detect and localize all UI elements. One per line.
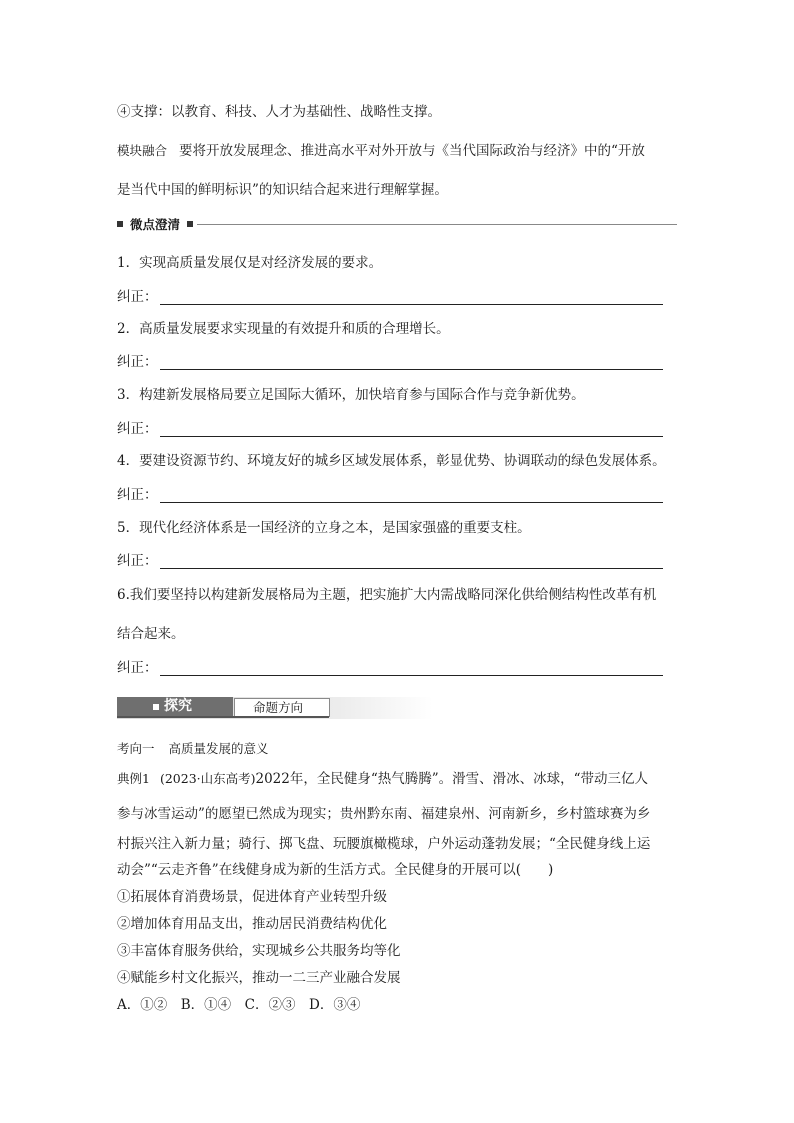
statement-2: 2．高质量发展要求实现量的有效提升和质的合理增长。 — [117, 321, 450, 337]
correction-label: 纠正： — [117, 421, 158, 437]
option-4: ④赋能乡村文化振兴，推动一二三产业融合发展 — [117, 970, 401, 986]
example-line-4: 动会”“云走齐鲁”在线健身成为新的生活方式。全民健身的开展可以( ) — [117, 862, 554, 878]
module-fusion-line-2: 是当代中国的鲜明标识”的知识结合起来进行理解掌握。 — [117, 182, 448, 198]
direction-heading — [117, 740, 269, 758]
statement-3: 3．构建新发展格局要立足国际大循环，加快培育参与国际合作与竞争新优势。 — [117, 387, 585, 403]
correction-row-1[interactable] — [117, 288, 663, 306]
correction-blank-4[interactable] — [160, 502, 663, 503]
correction-row-5[interactable] — [117, 552, 663, 570]
statement-4: 4．要建设资源节约、环境友好的城乡区域发展体系，彰显优势、协调联动的绿色发展体系。 — [117, 453, 666, 469]
correction-label: 纠正： — [117, 660, 158, 676]
statement-1: 1．实现高质量发展仅是对经济发展的要求。 — [117, 255, 383, 271]
example-source: (2023·山东高考) — [159, 771, 256, 786]
direction-title: 高质量发展的意义 — [168, 741, 269, 756]
option-3: ③丰富体育服务供给，实现城乡公共服务均等化 — [117, 943, 401, 959]
square-bullet-icon — [187, 221, 193, 227]
answer-choices: A．①② B．①④ C．②③ D．③④ — [117, 997, 361, 1013]
heading-divider — [197, 224, 677, 225]
banner-main-tab — [117, 697, 233, 716]
correction-blank-3[interactable] — [160, 436, 663, 437]
correction-row-3[interactable] — [117, 420, 663, 438]
statement-6-line-1: 6.我们要坚持以构建新发展格局为主题，把实施扩大内需战略同深化供给侧结构性改革有机 — [117, 587, 657, 603]
module-fusion-label: 模块融合 — [117, 143, 168, 158]
banner-sub-label: 命题方向 — [253, 700, 304, 715]
intro-point-4: ④支撑：以教育、科技、人才为基础性、战略性支撑。 — [117, 104, 441, 120]
correction-label: 纠正： — [117, 289, 158, 305]
example-line-1 — [117, 770, 648, 788]
section-banner — [117, 697, 433, 721]
correction-row-6[interactable] — [117, 659, 663, 677]
statement-6-line-2: 结合起来。 — [117, 626, 185, 642]
direction-label: 考向一 — [117, 741, 155, 756]
square-bullet-icon — [117, 221, 123, 227]
correction-label: 纠正： — [117, 354, 158, 370]
correction-blank-5[interactable] — [160, 568, 663, 569]
banner-baseline — [117, 716, 329, 718]
correction-label: 纠正： — [117, 553, 158, 569]
example-line-3: 村振兴注入新力量；骑行、掷飞盘、玩腰旗橄榄球，户外运动蓬勃发展；“全民健身线上运 — [117, 836, 651, 852]
option-2: ②增加体育用品支出，推动居民消费结构优化 — [117, 916, 387, 932]
correction-blank-2[interactable] — [160, 369, 663, 370]
correction-blank-6[interactable] — [160, 675, 663, 676]
example-stem-1: 2022年，全民健身“热气腾腾”。滑雪、滑冰、冰球，“带动三亿人 — [255, 771, 649, 787]
option-1: ①拓展体育消费场景，促进体育产业转型升级 — [117, 889, 387, 905]
example-label: 典例1 — [117, 771, 150, 786]
square-bullet-icon — [153, 704, 159, 710]
correction-row-4[interactable] — [117, 486, 663, 504]
weidian-heading — [117, 216, 677, 234]
correction-row-2[interactable] — [117, 353, 663, 371]
correction-label: 纠正： — [117, 487, 158, 503]
banner-main-label: 探究 — [164, 698, 192, 714]
statement-5: 5．现代化经济体系是一国经济的立身之本，是国家强盛的重要支柱。 — [117, 520, 531, 536]
banner-sub-tab — [234, 698, 330, 717]
module-fusion-line-1 — [117, 142, 645, 160]
weidian-heading-text: 微点澄清 — [130, 217, 181, 232]
correction-blank-1[interactable] — [160, 304, 663, 305]
module-fusion-text: 要将开放发展理念、推进高水平对外开放与《当代国际政治与经济》中的“开放 — [179, 143, 645, 159]
example-line-2: 参与冰雪运动”的愿望已然成为现实；贵州黔东南、福建泉州、河南新乡，乡村篮球赛为乡 — [117, 806, 651, 822]
